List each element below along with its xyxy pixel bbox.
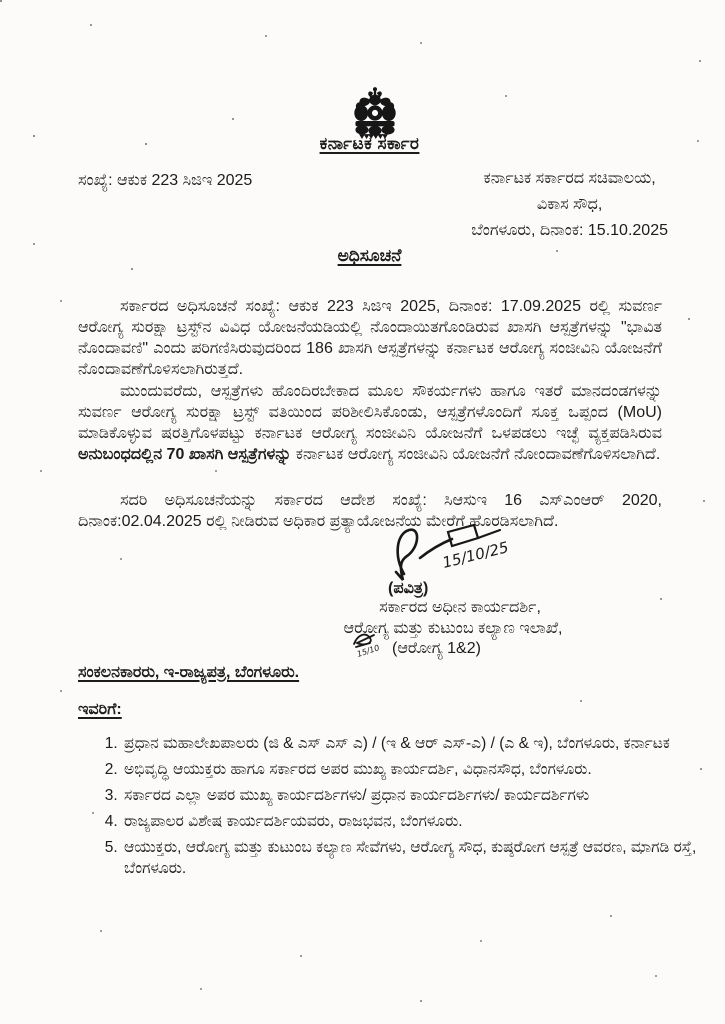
scan-noise xyxy=(0,0,2,2)
government-title: ಕರ್ನಾಟಕ ಸರ್ಕಾರ xyxy=(319,134,420,153)
notification-paragraph-2 xyxy=(78,381,662,465)
highlighted-hospital-count: ಅನುಬಂಧದಲ್ಲಿನ 70 ಖಾಸಗಿ ಆಸ್ಪತ್ರೆಗಳನ್ನು xyxy=(78,446,292,463)
signatory-name: (ಪವಿತ್ರ) xyxy=(388,580,429,597)
initial-scribble xyxy=(350,630,392,660)
distribution-list-item: 4. ರಾಜ್ಯಪಾಲರ ವಿಶೇಷ ಕಾರ್ಯದರ್ಶಿಯವರು, ರಾಜಭವನ, ಬೆಂಗಳೂರು. xyxy=(122,811,706,832)
distribution-list xyxy=(78,733,706,884)
address-line: ಕರ್ನಾಟಕ ಸರ್ಕಾರದ ಸಚಿವಾಲಯ, xyxy=(483,170,656,187)
notification-paragraph-1: ಸರ್ಕಾರದ ಅಧಿಸೂಚನೆ ಸಂಖ್ಯೆ: ಆಕುಕ 223 ಸಿಜಿಇ 2025, ದಿನಾಂಕ: 17.09.2025 ರಲ್ಲಿ ಸುವರ್ಣ ಆರೋಗ್ಯ ಸುರಕ್ಷಾ ಟ್ರಸ್ಟ್‌ನ ವಿವಿಧ ಯೋಜನೆಯಡಿಯಲ್ಲಿ ನೊಂದಾಯಿತಗೊಂಡಿರುವ ಖಾಸಗಿ ಆಸ್ಪತ್ರೆಗಳನ್ನು "ಭಾವಿತ ನೊಂದಾವಣಿ" ಎಂದು ಪರಿಗಣಿಸಿರುವುದರಿಂದ 186 ಖಾಸಗಿ ಆಸ್ಪತ್ರೆಗಳನ್ನು ಕರ್ನಾಟಕ ಆರೋಗ್ಯ ಸಂಜೀವಿನಿ ಯೋಜನೆಗೆ ನೊಂದಾವಣೆಗೊಳಿಸಲಾಗಿರುತ್ತದೆ. xyxy=(78,298,662,378)
notification-paragraph-3: ಸದರಿ ಅಧಿಸೂಚನೆಯನ್ನು ಸರ್ಕಾರದ ಆದೇಶ ಸಂಖ್ಯೆ: ಸಿಆಸುಇ 16 ಎಸ್ಎಂಆರ್ 2020, ದಿನಾಂಕ:02.04.2025 ರಲ್ಲಿ ನೀಡಿರುವ ಅಧಿಕಾರ ಪ್ರತ್ಯಾಯೋಜನೆಯ ಮೇರೆಗೆ ಹೊರಡಿಸಲಾಗಿದೆ. xyxy=(78,492,662,530)
notification-heading: ಅಧಿಸೂಚನೆ xyxy=(337,246,402,265)
address-line: ವಿಕಾಸ ಸೌಧ, xyxy=(536,196,603,213)
signatory-designation: ಸರ್ಕಾರದ ಅಧೀನ ಕಾರ್ಯದರ್ಶಿ, xyxy=(379,599,541,616)
distribution-list-item: 3. ಸರ್ಕಾರದ ಎಲ್ಲಾ ಅಪರ ಮುಖ್ಯ ಕಾರ್ಯದರ್ಶಿಗಳು/ ಪ್ರಧಾನ ಕಾರ್ಯದರ್ಶಿಗಳು/ ಕಾರ್ಯದರ್ಶಿಗಳು xyxy=(122,785,706,806)
secretariat-address-block xyxy=(471,166,668,244)
initial-date-handwritten: 15/10 xyxy=(355,643,381,659)
distribution-to-label: ಇವರಿಗೆ: xyxy=(78,701,122,718)
address-date-line: ಬೆಂಗಳೂರು, ದಿನಾಂಕ: 15.10.2025 xyxy=(471,222,668,239)
paragraph-text: ಮುಂದುವರೆದು, ಆಸ್ಪತ್ರೆಗಳು ಹೊಂದಿರಬೇಕಾದ ಮೂಲ ಸೌಕರ್ಯಗಳು ಹಾಗೂ ಇತರೆ ಮಾನದಂಡಗಳನ್ನು ಸುವರ್ಣ ಆರೋಗ್ಯ ಸುರಕ್ಷಾ ಟ್ರಸ್ಟ್ ವತಿಯಿಂದ ಪರಿಶೀಲಿಸಿಕೊಂಡು, ಆಸ್ಪತ್ರೆಗಳೊಂದಿಗೆ ಸೂಕ್ತ ಒಪ್ಪಂದ (MoU) ಮಾಡಿಕೊಳ್ಳುವ ಷರತ್ತಿಗೊಳಪಟ್ಟು ಕರ್ನಾಟಕ ಆರೋಗ್ಯ ಸಂಜೀವಿನಿ ಯೋಜನೆಗೆ ಒಳಪಡಲು ಇಚ್ಛೆ ವ್ಯಕ್ತಪಡಿಸಿರುವ xyxy=(78,383,662,442)
distribution-list-item: 1. ಪ್ರಧಾನ ಮಹಾಲೇಖಪಾಲರು (ಜಿ & ಎಸ್ ಎಸ್ ಎ) / (ಇ & ಆರ್ ಎಸ್-ಎ) / (ಎ & ಇ), ಬೆಂಗಳೂರು, ಕರ್ನಾಟಕ xyxy=(122,733,706,754)
signature-date-handwritten: 15/10/25 xyxy=(440,538,511,572)
distribution-list-item: 2. ಅಭಿವೃದ್ಧಿ ಆಯುಕ್ತರು ಹಾಗೂ ಸರ್ಕಾರದ ಅಪರ ಮುಖ್ಯ ಕಾರ್ಯದರ್ಶಿ, ವಿಧಾನಸೌಧ, ಬೆಂಗಳೂರು. xyxy=(122,759,706,780)
distribution-list-item: 5. ಆಯುಕ್ತರು, ಆರೋಗ್ಯ ಮತ್ತು ಕುಟುಂಬ ಕಲ್ಯಾಣ ಸೇವೆಗಳು, ಆರೋಗ್ಯ ಸೌಧ, ಕುಷ್ಠರೋಗ ಆಸ್ಪತ್ರೆ ಆವರಣ, ಮಾಗಡಿ ರಸ್ತೆ, ಬೆಂಗಳೂರು. xyxy=(122,837,706,879)
reference-number: ಸಂಖ್ಯೆ: ಆಕುಕ 223 ಸಿಜಿಇ 2025 xyxy=(78,172,253,189)
signatory-department: ಆರೋಗ್ಯ ಮತ್ತು ಕುಟುಂಬ ಕಲ್ಯಾಣ ಇಲಾಖೆ, xyxy=(343,620,563,637)
karnataka-emblem-icon xyxy=(352,86,398,140)
signature-scribble xyxy=(382,522,537,584)
paragraph-text: ಕರ್ನಾಟಕ ಆರೋಗ್ಯ ಸಂಜೀವಿನಿ ಯೋಜನೆಗೆ ನೋಂದಾವಣೆಗೊಳಿಸಲಾಗಿದೆ. xyxy=(291,446,661,463)
signatory-section: (ಆರೋಗ್ಯ 1&2) xyxy=(392,640,481,657)
compiler-line: ಸಂಕಲನಕಾರರು, ಇ-ರಾಜ್ಯಪತ್ರ, ಬೆಂಗಳೂರು. xyxy=(78,664,300,681)
